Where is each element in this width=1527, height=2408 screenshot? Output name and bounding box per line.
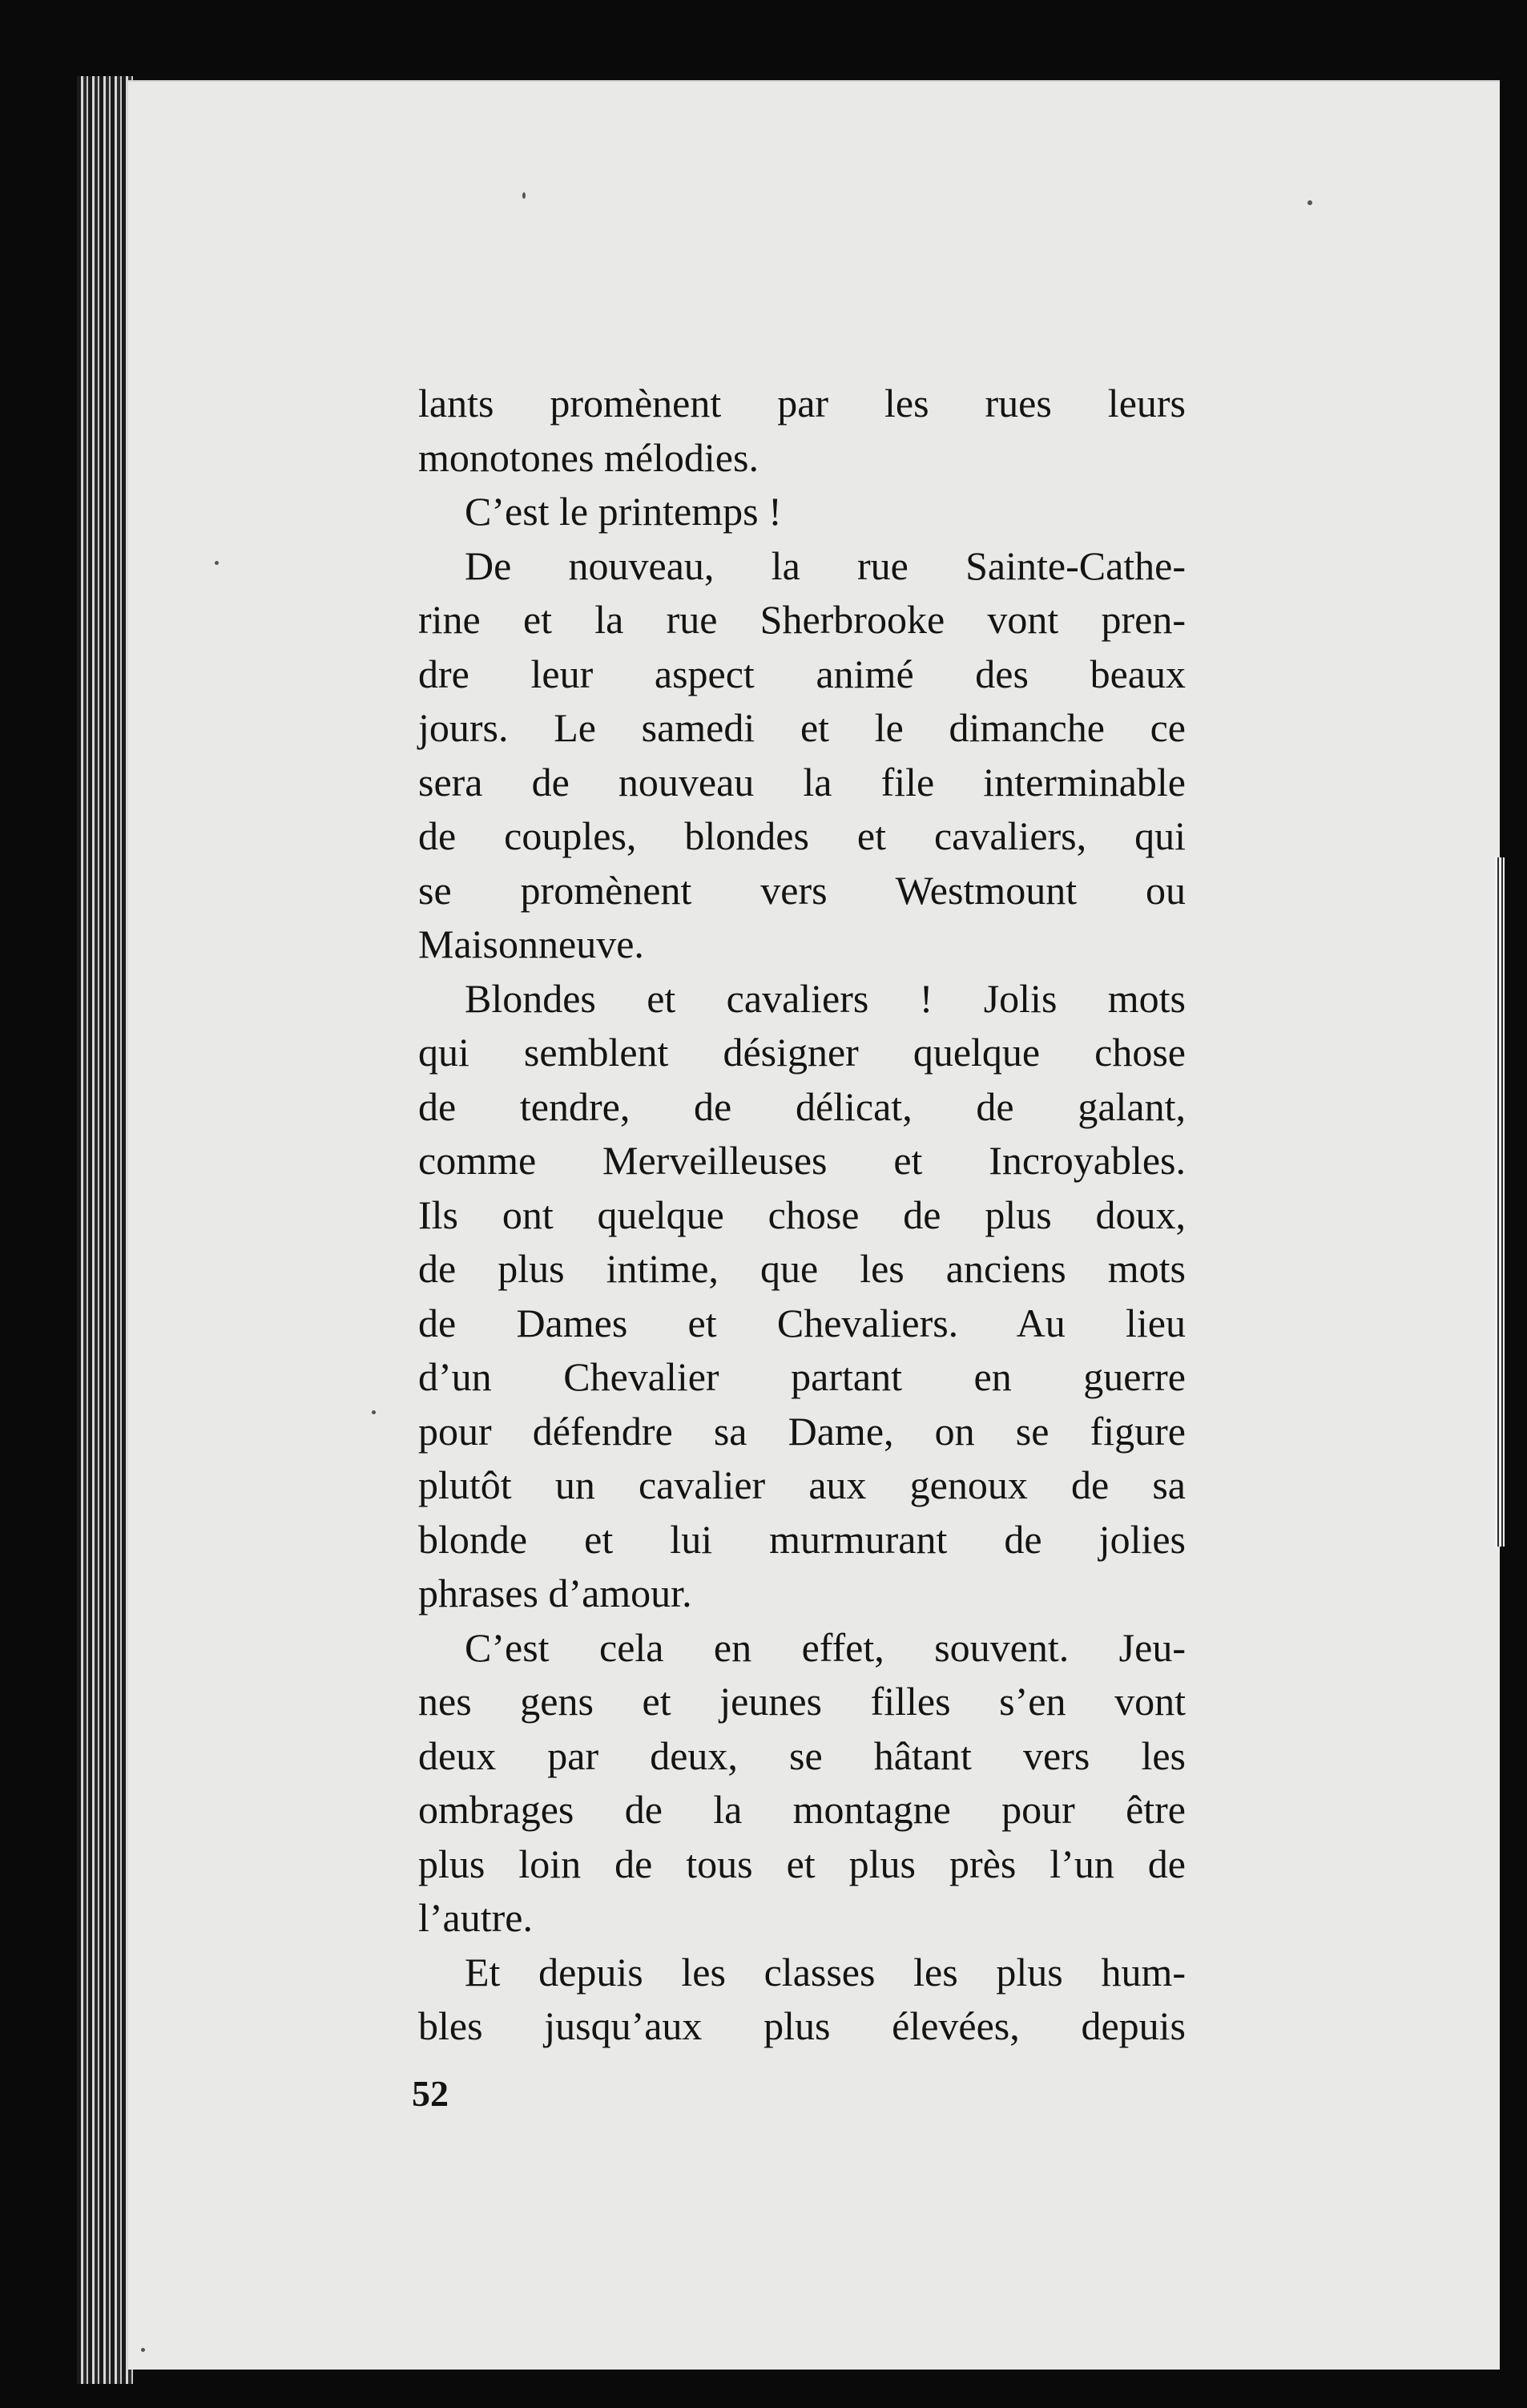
text-line: de Dames et Chevaliers. Au lieu xyxy=(418,1300,1186,1345)
text-line: sera de nouveau la file interminable xyxy=(418,759,1186,805)
scan-speck xyxy=(141,2348,145,2352)
text-line: C’est le printemps ! xyxy=(465,489,782,534)
text-line: deux par deux, se hâtant vers les xyxy=(418,1732,1186,1778)
text-line: monotones mélodies. xyxy=(418,434,759,480)
scan-speck xyxy=(372,1410,376,1414)
text-line: d’un Chevalier partant en guerre xyxy=(418,1354,1186,1399)
text-line: De nouveau, la rue Sainte-Cathe- xyxy=(465,543,1186,588)
text-line: de plus intime, que les anciens mots xyxy=(418,1246,1186,1291)
text-line: Maisonneuve. xyxy=(418,922,644,966)
text-line: lants promènent par les rues leurs xyxy=(418,381,1186,426)
text-line: l’autre. xyxy=(418,1895,533,1940)
text-line: plutôt un cavalier aux genoux de sa xyxy=(418,1462,1186,1507)
scan-speck xyxy=(1307,200,1312,205)
text-line: se promènent vers Westmount ou xyxy=(418,867,1186,913)
page-number: 52 xyxy=(412,2073,449,2114)
text-line: qui semblent désigner quelque chose xyxy=(418,1030,1186,1075)
text-line: jours. Le samedi et le dimanche ce xyxy=(418,705,1186,750)
text-line: dre leur aspect animé des beaux xyxy=(418,651,1186,696)
scan-speck xyxy=(522,192,526,199)
text-line: de couples, blondes et cavaliers, qui xyxy=(418,813,1186,858)
text-line: Blondes et cavaliers ! Jolis mots xyxy=(465,975,1186,1021)
text-line: Et depuis les classes les plus hum- xyxy=(465,1949,1186,1995)
text-line: rine et la rue Sherbrooke vont pren- xyxy=(418,597,1186,642)
text-line: nes gens et jeunes filles s’en vont xyxy=(418,1679,1186,1724)
text-line: phrases d’amour. xyxy=(418,1571,692,1615)
body-text xyxy=(418,377,1186,2054)
text-line: Ils ont quelque chose de plus doux, xyxy=(418,1192,1186,1237)
text-line: comme Merveilleuses et Incroyables. xyxy=(418,1138,1186,1183)
text-line: ombrages de la montagne pour être xyxy=(418,1787,1186,1832)
text-line: de tendre, de délicat, de galant, xyxy=(418,1083,1186,1129)
text-line: pour défendre sa Dame, on se figure xyxy=(418,1408,1186,1454)
book-binding xyxy=(77,76,133,2384)
text-line: plus loin de tous et plus près l’un de xyxy=(418,1841,1186,1886)
text-line: bles jusqu’aux plus élevées, depuis xyxy=(418,2003,1186,2048)
text-line: C’est cela en effet, souvent. Jeu- xyxy=(465,1624,1186,1670)
text-line: blonde et lui murmurant de jolies xyxy=(418,1516,1186,1562)
scan-speck xyxy=(215,561,219,565)
page-edge xyxy=(1495,857,1505,1547)
